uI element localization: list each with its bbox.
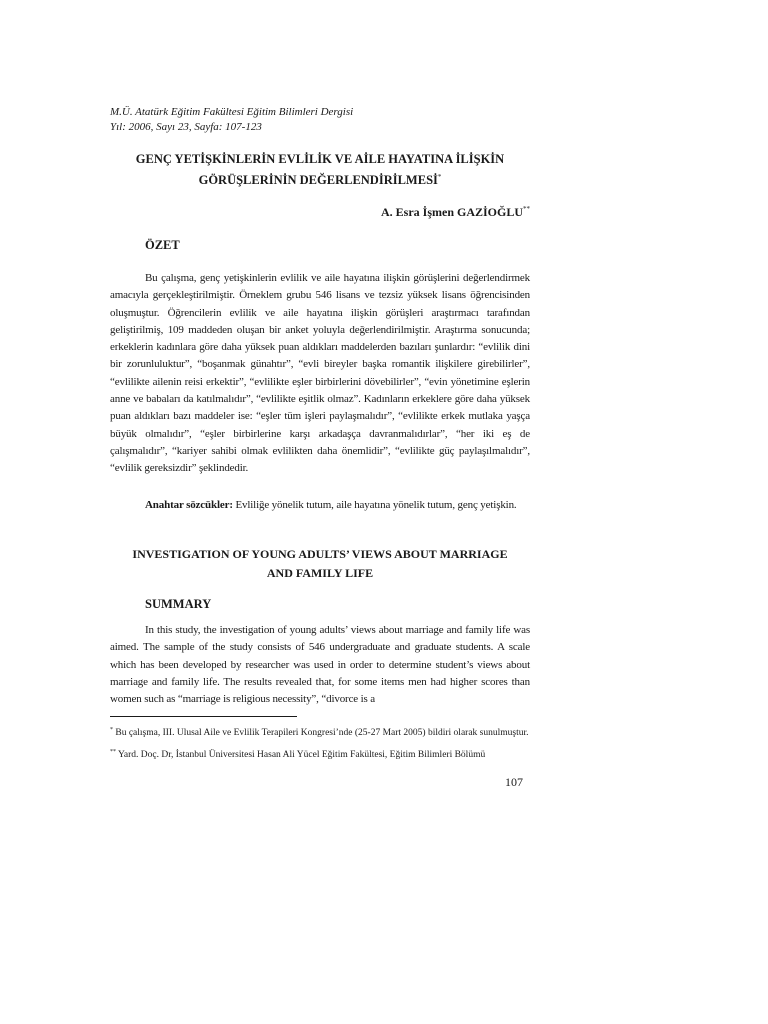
english-title	[110, 545, 530, 583]
title-footnote-mark: *	[437, 173, 442, 181]
ozet-heading: ÖZET	[145, 238, 180, 252]
footnote-2: ** Yard. Doç. Dr, İstanbul Üniversitesi Hasan Ali Yücel Eğitim Fakültesi, Eğitim Bilimleri Bölümü	[110, 749, 486, 760]
journal-issue: Yıl: 2006, Sayı 23, Sayfa: 107-123	[110, 121, 262, 133]
page-number: 107	[505, 775, 523, 789]
footnote-1: * Bu çalışma, III. Ulusal Aile ve Evlilik Terapileri Kongresi’nde (25-27 Mart 2005) bildiri olarak sunulmuştur.	[110, 727, 529, 738]
english-title-line2: AND FAMILY LIFE	[266, 566, 374, 580]
turkish-title	[110, 150, 530, 189]
summary-heading: SUMMARY	[145, 597, 212, 611]
keywords-text: Evliliğe yönelik tutum, aile hayatına yönelik tutum, genç yetişkin.	[232, 499, 517, 511]
ozet-paragraph: Bu çalışma, genç yetişkinlerin evlilik ve aile hayatına ilişkin görüşlerini değerlendirmek amacıyla gerçekleştirilmiştir. Örneklem grubu 546 lisans ve tezsiz yüksek lisans öğrencisinden oluşmuştur. Öğrencilerin evlilik ve aile hayatına ilişkin görüşleri araştırmacı tarafından geliştirilmiş, 109 maddeden oluşan bir anket yoluyla değerlendirilmiştir. Araştırma sonucunda; erkeklerin kadınlara göre daha yüksek puan aldıkları maddelerden bazıları şunlardır: “evlilik dini bir zorunluluktur”, “boşanmak günahtır”, “evli bireyler başka romantik ilişkilere girebilirler”, “evlilikte ailenin reisi erkektir”, “evlilikte eşler birbirlerini dövebilirler”, “evin yönetimine eşlerin anne ve babaları da katılmalıdır”, “evlilikte eşitlik olmaz”. Kadınların erkeklere göre daha yüksek puan aldıkları bazı maddeler ise: “eşler tüm işleri paylaşmalıdır”, “evlilikte erkek mutlaka yaşça büyük olmalıdır”, “eşler birbirlerine karşı arkadaşça davranmalıdırlar”, “her iki eş de çalışmalıdır”, “kariyer sahibi olmak evlilikten daha önemlidir”, “evlilikte güç paylaşılmalıdır”, “evlilik gereksizdir” şeklindedir.	[110, 272, 530, 475]
keywords-paragraph	[110, 497, 530, 514]
english-title-line1: INVESTIGATION OF YOUNG ADULTS’ VIEWS ABOUT MARRIAGE	[132, 547, 508, 561]
summary-paragraph: In this study, the investigation of young adults’ views about marriage and family life was aimed. The sample of the study consists of 546 undergraduate and graduate students. A scale which has been developed by researcher was used in order to determine student’s views about marriage and family life. The results revealed that, for some items men had higher scores than women such as “marriage is religious necessity”, “divorce is a	[110, 624, 530, 706]
journal-header	[110, 105, 353, 135]
keywords-label: Anahtar sözcükler:	[145, 499, 233, 511]
journal-name: M.Ü. Atatürk Eğitim Fakültesi Eğitim Bilimleri Dergisi	[110, 106, 354, 118]
author-footnote-mark: **	[523, 205, 530, 213]
author-name: A. Esra İşmen GAZİOĞLU**	[380, 205, 530, 219]
footnote-divider	[110, 716, 297, 717]
turkish-title-line2: GÖRÜŞLERİNİN DEĞERLENDİRİLMESİ*	[198, 173, 442, 187]
turkish-title-line1: GENÇ YETİŞKİNLERİN EVLİLİK VE AİLE HAYATINA İLİŞKİN	[135, 152, 505, 166]
